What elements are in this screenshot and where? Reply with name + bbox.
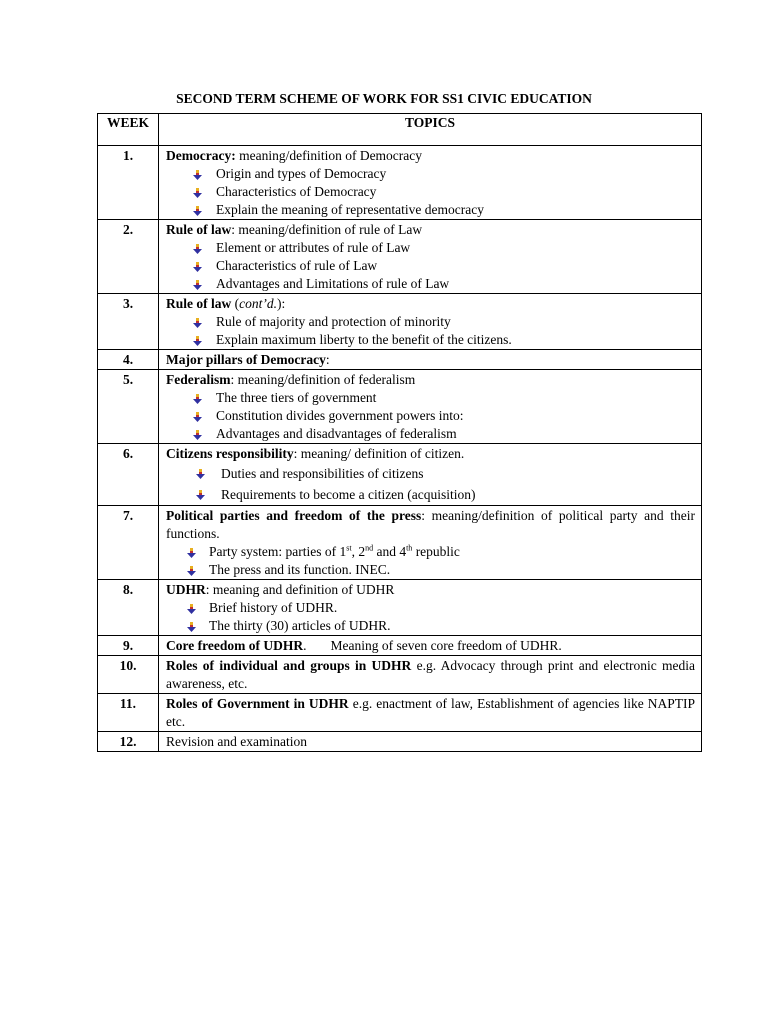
week-number: 1. bbox=[98, 146, 159, 220]
down-arrow-bullet-icon bbox=[196, 490, 205, 500]
down-arrow-bullet-icon bbox=[193, 318, 202, 328]
table-row bbox=[98, 506, 702, 580]
week-number: 11. bbox=[98, 694, 159, 732]
topic-title: Major pillars of Democracy bbox=[166, 352, 326, 367]
topic-title: Roles of individual and groups in UDHR bbox=[166, 658, 412, 673]
list-item: Advantages and Limitations of rule of Law bbox=[192, 275, 695, 293]
list-item: Characteristics of rule of Law bbox=[192, 257, 695, 275]
topic-title: Democracy: bbox=[166, 148, 236, 163]
subtopic-list bbox=[166, 599, 695, 635]
down-arrow-bullet-icon bbox=[193, 412, 202, 422]
topic-text: ( bbox=[231, 296, 240, 311]
list-item: Explain the meaning of representative democracy bbox=[192, 201, 695, 219]
table-row bbox=[98, 580, 702, 636]
topic-title: Roles of Government in UDHR bbox=[166, 696, 349, 711]
week-header: WEEK bbox=[98, 114, 159, 146]
subtopic-list bbox=[166, 313, 695, 349]
table-row bbox=[98, 732, 702, 752]
week-number: 3. bbox=[98, 294, 159, 350]
down-arrow-bullet-icon bbox=[187, 566, 196, 576]
table-row bbox=[98, 656, 702, 694]
subtopic-list bbox=[166, 463, 695, 505]
table-row bbox=[98, 444, 702, 506]
week-number: 2. bbox=[98, 220, 159, 294]
topic-title: Political parties and freedom of the press bbox=[166, 508, 422, 523]
week-number: 12. bbox=[98, 732, 159, 752]
list-item: Element or attributes of rule of Law bbox=[192, 239, 695, 257]
topic-cell bbox=[159, 350, 702, 370]
list-item: The press and its function. INEC. bbox=[186, 561, 695, 579]
topic-cell bbox=[159, 732, 702, 752]
subtopic-list bbox=[166, 239, 695, 293]
down-arrow-bullet-icon bbox=[193, 430, 202, 440]
down-arrow-bullet-icon bbox=[187, 548, 196, 558]
subtopic-list bbox=[166, 389, 695, 443]
down-arrow-bullet-icon bbox=[193, 206, 202, 216]
topic-title: Federalism bbox=[166, 372, 231, 387]
down-arrow-bullet-icon bbox=[193, 394, 202, 404]
topic-text: : meaning/definition of federalism bbox=[230, 372, 416, 387]
header-row bbox=[98, 114, 702, 146]
scheme-table bbox=[97, 113, 702, 752]
subtopic-list bbox=[166, 165, 695, 219]
topic-text: . bbox=[303, 638, 307, 653]
topic-title: Rule of law bbox=[166, 222, 232, 237]
page-title: SECOND TERM SCHEME OF WORK FOR SS1 CIVIC EDUCATION bbox=[176, 91, 592, 106]
table-row bbox=[98, 694, 702, 732]
list-item: Brief history of UDHR. bbox=[186, 599, 695, 617]
subtopic-list bbox=[166, 543, 695, 579]
week-number: 9. bbox=[98, 636, 159, 656]
down-arrow-bullet-icon bbox=[187, 622, 196, 632]
topic-text: : meaning/definition of rule of Law bbox=[231, 222, 423, 237]
week-number: 5. bbox=[98, 370, 159, 444]
down-arrow-bullet-icon bbox=[193, 244, 202, 254]
table-row bbox=[98, 146, 702, 220]
topic-cell bbox=[159, 444, 702, 506]
down-arrow-bullet-icon bbox=[193, 336, 202, 346]
list-item: Origin and types of Democracy bbox=[192, 165, 695, 183]
week-number: 8. bbox=[98, 580, 159, 636]
down-arrow-bullet-icon bbox=[193, 188, 202, 198]
topic-cell bbox=[159, 506, 702, 580]
week-number: 10. bbox=[98, 656, 159, 694]
topic-cell bbox=[159, 220, 702, 294]
topic-cell bbox=[159, 370, 702, 444]
topic-cell bbox=[159, 146, 702, 220]
topic-text: : meaning and definition of UDHR bbox=[205, 582, 395, 597]
topic-cell bbox=[159, 580, 702, 636]
topic-text: : meaning/definition of political party and their functions. bbox=[166, 508, 695, 541]
down-arrow-bullet-icon bbox=[193, 262, 202, 272]
list-item: Party system: parties of 1st, 2nd and 4th republic bbox=[186, 543, 695, 561]
topic-title: Rule of law bbox=[166, 296, 232, 311]
topic-cell bbox=[159, 294, 702, 350]
topic-italic-note: cont’d. bbox=[239, 296, 277, 311]
topic-text: ): bbox=[277, 296, 286, 311]
topic-cell bbox=[159, 694, 702, 732]
list-item: Explain maximum liberty to the benefit of the citizens. bbox=[192, 331, 695, 349]
week-number: 6. bbox=[98, 444, 159, 506]
topics-header: TOPICS bbox=[159, 114, 702, 146]
list-item: Characteristics of Democracy bbox=[192, 183, 695, 201]
week-number: 4. bbox=[98, 350, 159, 370]
down-arrow-bullet-icon bbox=[193, 170, 202, 180]
down-arrow-bullet-icon bbox=[196, 469, 205, 479]
topic-cell bbox=[159, 636, 702, 656]
list-item: Constitution divides government powers into: bbox=[192, 407, 695, 425]
table-row bbox=[98, 220, 702, 294]
topic-text: Revision and examination bbox=[166, 734, 307, 749]
table-row bbox=[98, 636, 702, 656]
topic-text: Meaning of seven core freedom of UDHR. bbox=[330, 638, 562, 653]
list-item: The thirty (30) articles of UDHR. bbox=[186, 617, 695, 635]
table-row bbox=[98, 294, 702, 350]
topic-cell bbox=[159, 656, 702, 694]
topic-title: UDHR bbox=[166, 582, 206, 597]
topic-title: Citizens responsibility bbox=[166, 446, 294, 461]
table-row bbox=[98, 350, 702, 370]
list-item: Advantages and disadvantages of federalism bbox=[192, 425, 695, 443]
topic-text: e.g. Advocacy through print and electronic media awareness, etc. bbox=[166, 658, 695, 691]
topic-text: : meaning/ definition of citizen. bbox=[293, 446, 465, 461]
down-arrow-bullet-icon bbox=[193, 280, 202, 290]
week-number: 7. bbox=[98, 506, 159, 580]
table-row bbox=[98, 370, 702, 444]
list-item: Requirements to become a citizen (acquisition) bbox=[192, 484, 695, 505]
topic-title: Core freedom of UDHR bbox=[166, 638, 304, 653]
topic-text: e.g. enactment of law, Establishment of agencies like NAPTIP etc. bbox=[166, 696, 695, 729]
down-arrow-bullet-icon bbox=[187, 604, 196, 614]
topic-text: : bbox=[325, 352, 330, 367]
list-item: Duties and responsibilities of citizens bbox=[192, 463, 695, 484]
list-item: Rule of majority and protection of minority bbox=[192, 313, 695, 331]
list-item: The three tiers of government bbox=[192, 389, 695, 407]
topic-text: meaning/definition of Democracy bbox=[235, 148, 423, 163]
